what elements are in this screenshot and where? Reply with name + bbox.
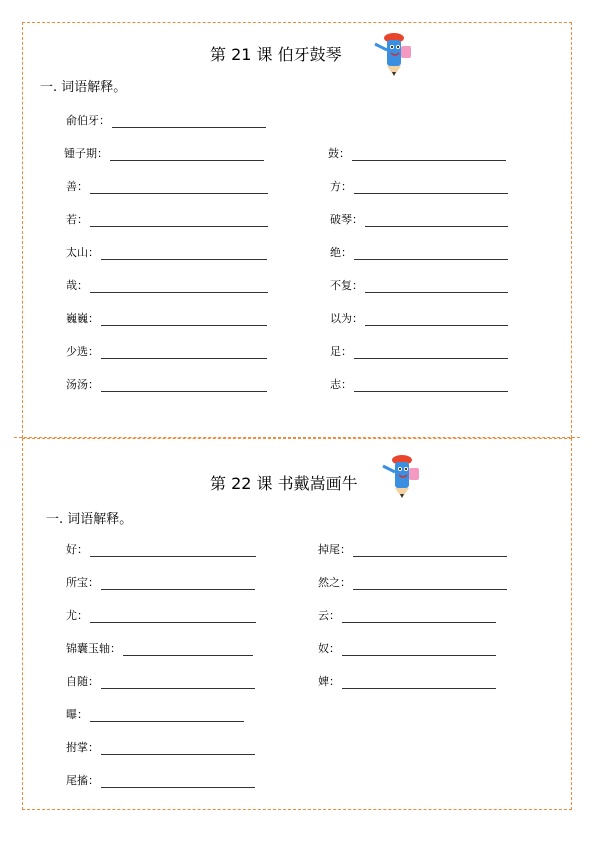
list-item: 以为： [330, 310, 508, 326]
list-item: 若： [66, 211, 268, 227]
list-item: 巍巍： [66, 310, 267, 326]
lesson22-title: 第 22 课 书戴嵩画牛 [210, 474, 358, 493]
answer-blank[interactable] [112, 115, 266, 128]
answer-blank[interactable] [110, 148, 264, 161]
list-item: 曝： [66, 706, 244, 722]
answer-blank[interactable] [342, 676, 496, 689]
list-item: 云： [318, 607, 496, 623]
answer-blank[interactable] [101, 577, 255, 590]
answer-blank[interactable] [353, 577, 507, 590]
list-item: 鼓： [328, 145, 506, 161]
list-item: 破琴： [330, 211, 508, 227]
list-item: 不复： [330, 277, 508, 293]
list-item: 汤汤： [66, 376, 267, 392]
list-item: 尤： [66, 607, 256, 623]
list-item: 自随： [66, 673, 255, 689]
list-item: 然之： [318, 574, 507, 590]
answer-blank[interactable] [354, 346, 508, 359]
list-item: 俞伯牙： [66, 112, 266, 128]
list-item: 太山： [66, 244, 267, 260]
answer-blank[interactable] [365, 214, 508, 227]
answer-blank[interactable] [101, 676, 255, 689]
answer-blank[interactable] [90, 610, 256, 623]
answer-blank[interactable] [90, 214, 268, 227]
answer-blank[interactable] [365, 280, 508, 293]
pencil-mascot-icon [372, 30, 418, 80]
answer-blank[interactable] [90, 544, 256, 557]
answer-blank[interactable] [354, 379, 508, 392]
answer-blank[interactable] [353, 544, 507, 557]
list-item: 锦囊玉轴： [66, 640, 253, 656]
list-item: 掉尾： [318, 541, 507, 557]
list-item: 好： [66, 541, 256, 557]
answer-blank[interactable] [101, 742, 255, 755]
answer-blank[interactable] [354, 247, 508, 260]
answer-blank[interactable] [342, 610, 496, 623]
list-item: 足： [330, 343, 508, 359]
list-item: 锺子期： [64, 145, 264, 161]
list-item: 奴： [318, 640, 496, 656]
answer-blank[interactable] [365, 313, 508, 326]
answer-blank[interactable] [101, 346, 267, 359]
answer-blank[interactable] [101, 775, 255, 788]
list-item: 方： [330, 178, 508, 194]
lesson22-section-heading: 一. 词语解释。 [46, 512, 133, 527]
lesson21-title: 第 21 课 伯牙鼓琴 [210, 45, 342, 64]
answer-blank[interactable] [352, 148, 506, 161]
list-item: 所宝： [66, 574, 255, 590]
pencil-mascot-icon [380, 452, 426, 502]
answer-blank[interactable] [90, 181, 268, 194]
answer-blank[interactable] [90, 709, 244, 722]
lesson21-section-heading: 一. 词语解释。 [40, 80, 127, 95]
list-item: 少选： [66, 343, 267, 359]
answer-blank[interactable] [101, 247, 267, 260]
answer-blank[interactable] [90, 280, 268, 293]
list-item: 绝： [330, 244, 508, 260]
list-item: 善： [66, 178, 268, 194]
answer-blank[interactable] [101, 379, 267, 392]
answer-blank[interactable] [342, 643, 496, 656]
answer-blank[interactable] [123, 643, 253, 656]
list-item: 婢： [318, 673, 496, 689]
list-item: 志： [330, 376, 508, 392]
answer-blank[interactable] [354, 181, 508, 194]
list-item: 哉： [66, 277, 268, 293]
list-item: 拊掌： [66, 739, 255, 755]
answer-blank[interactable] [101, 313, 267, 326]
list-item: 尾搐： [66, 772, 255, 788]
